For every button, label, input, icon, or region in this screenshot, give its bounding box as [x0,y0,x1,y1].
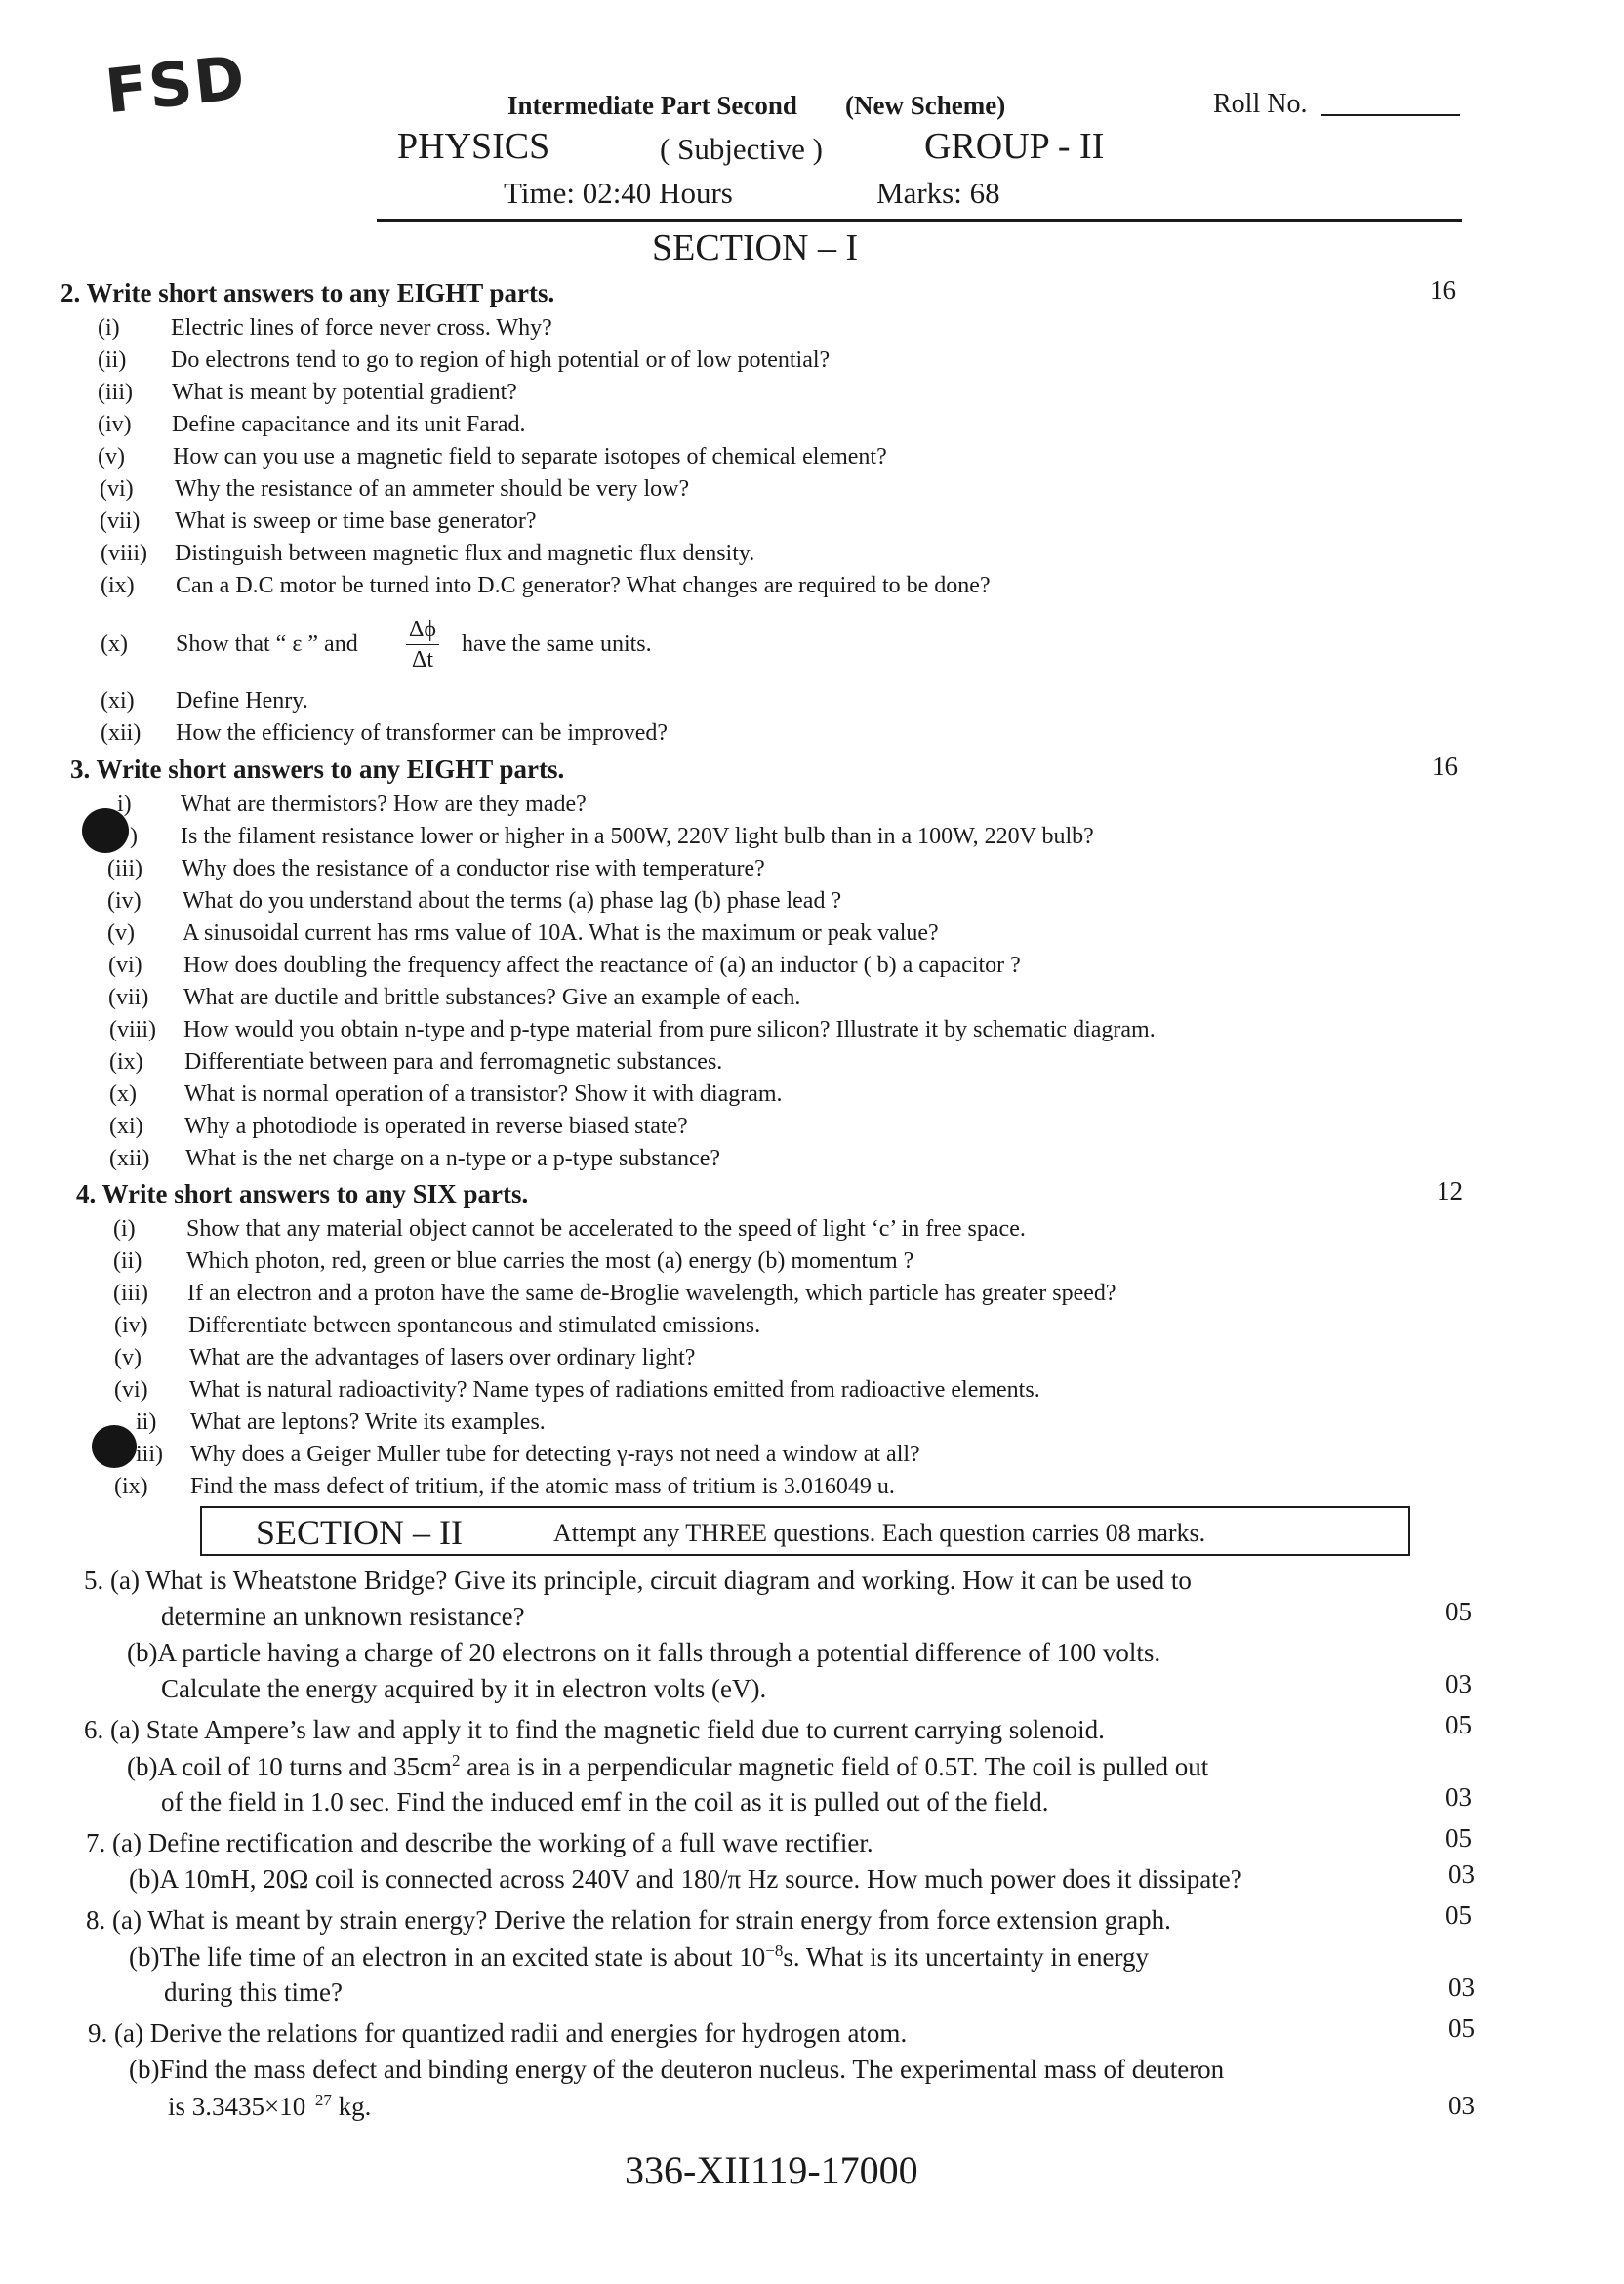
section-1-title: SECTION – I [652,227,859,268]
q7b-line1: (b)A 10mH, 20Ω coil is connected across 240V and 180/π Hz source. How much power does it dissipate? [129,1864,1242,1894]
q9b-line2: is $3.3435\times 10^{-27}$ kg. [168,2091,372,2121]
q8b-line2: during this time? [164,1978,343,2007]
q6a-line1: 6. (a) State Ampere’s law and apply it to find the magnetic field due to current carrying solenoid. [84,1715,1105,1744]
q5b-marks: 03 [1445,1669,1472,1698]
q5a-line1: 5. (a) What is Wheatstone Bridge? Give its principle, circuit diagram and working. How it can be used to [84,1566,1192,1595]
q6b-line1: (b)A coil of 10 turns and $35cm^2$ area is in a perpendicular magnetic field of 0.5T. The coil is pulled out [127,1751,1209,1781]
subject-title: PHYSICS [397,126,550,167]
paper-type: ( Subjective ) [660,132,824,166]
roll-no-label: Roll No. [1213,89,1308,119]
section-2-instruction: Attempt any THREE questions. Each question carries 08 marks. [553,1519,1206,1547]
q7a-line1: 7. (a) Define rectification and describe the working of a full wave rectifier. [86,1828,873,1857]
q8b-marks: 03 [1448,1973,1475,2002]
section-2-box [200,1506,1410,1556]
board-line: Intermediate Part Second [508,91,797,120]
q4-marks: 12 [1437,1176,1463,1205]
q4-heading: 4. Write short answers to any SIX parts. [76,1179,529,1208]
q8a-marks: 05 [1445,1900,1472,1930]
handwritten-mark: FSD [102,41,250,128]
roll-no-blank [1321,114,1460,116]
q9b-marks: 03 [1448,2091,1475,2120]
q8b-line1: (b)The life time of an electron in an excited state is about $10^{-8}s$. What is its uncertainty in energy [129,1941,1150,1972]
q3-marks: 16 [1432,752,1458,781]
paper-code: 336-XII119-17000 [625,2148,918,2192]
q9a-marks: 05 [1448,2014,1475,2043]
time-label: Time: 02:40 Hours [504,176,733,210]
q6b-line2: of the field in 1.0 sec. Find the induced emf in the coil as it is pulled out of the field. [161,1787,1049,1816]
q7b-marks: 03 [1448,1859,1475,1889]
q9b-line1: (b)Find the mass defect and binding energy of the deuteron nucleus. The experimental mass of deuteron [129,2055,1225,2084]
delta-phi-over-delta-t: $\frac{\Delta\phi}{\Delta t}$ [406,615,439,674]
q6b-marks: 03 [1445,1782,1472,1812]
q6a-marks: 05 [1445,1710,1472,1739]
q8a-line1: 8. (a) What is meant by strain energy? Derive the relation for strain energy from force extension graph. [86,1905,1171,1935]
q2-marks: 16 [1430,275,1456,305]
scheme-label: (New Scheme) [845,91,1006,120]
section-2-title: SECTION – II [256,1513,463,1552]
q3-heading: 3. Write short answers to any EIGHT parts. [70,755,565,784]
header-rule [377,219,1462,222]
group-label: GROUP - II [924,126,1105,167]
q5b-line2: Calculate the energy acquired by it in electron volts (eV). [161,1674,767,1703]
ink-blot [92,1425,137,1468]
q9a-line1: 9. (a) Derive the relations for quantized radii and energies for hydrogen atom. [88,2019,908,2048]
q7a-marks: 05 [1445,1823,1472,1853]
q5b-line1: (b)A particle having a charge of 20 electrons on it falls through a potential difference of 100 volts. [127,1638,1161,1667]
q5a-marks: 05 [1445,1597,1472,1626]
q2-heading: 2. Write short answers to any EIGHT parts. [61,278,555,307]
q5a-line2: determine an unknown resistance? [161,1602,525,1631]
marks-label: Marks: 68 [876,176,1000,210]
